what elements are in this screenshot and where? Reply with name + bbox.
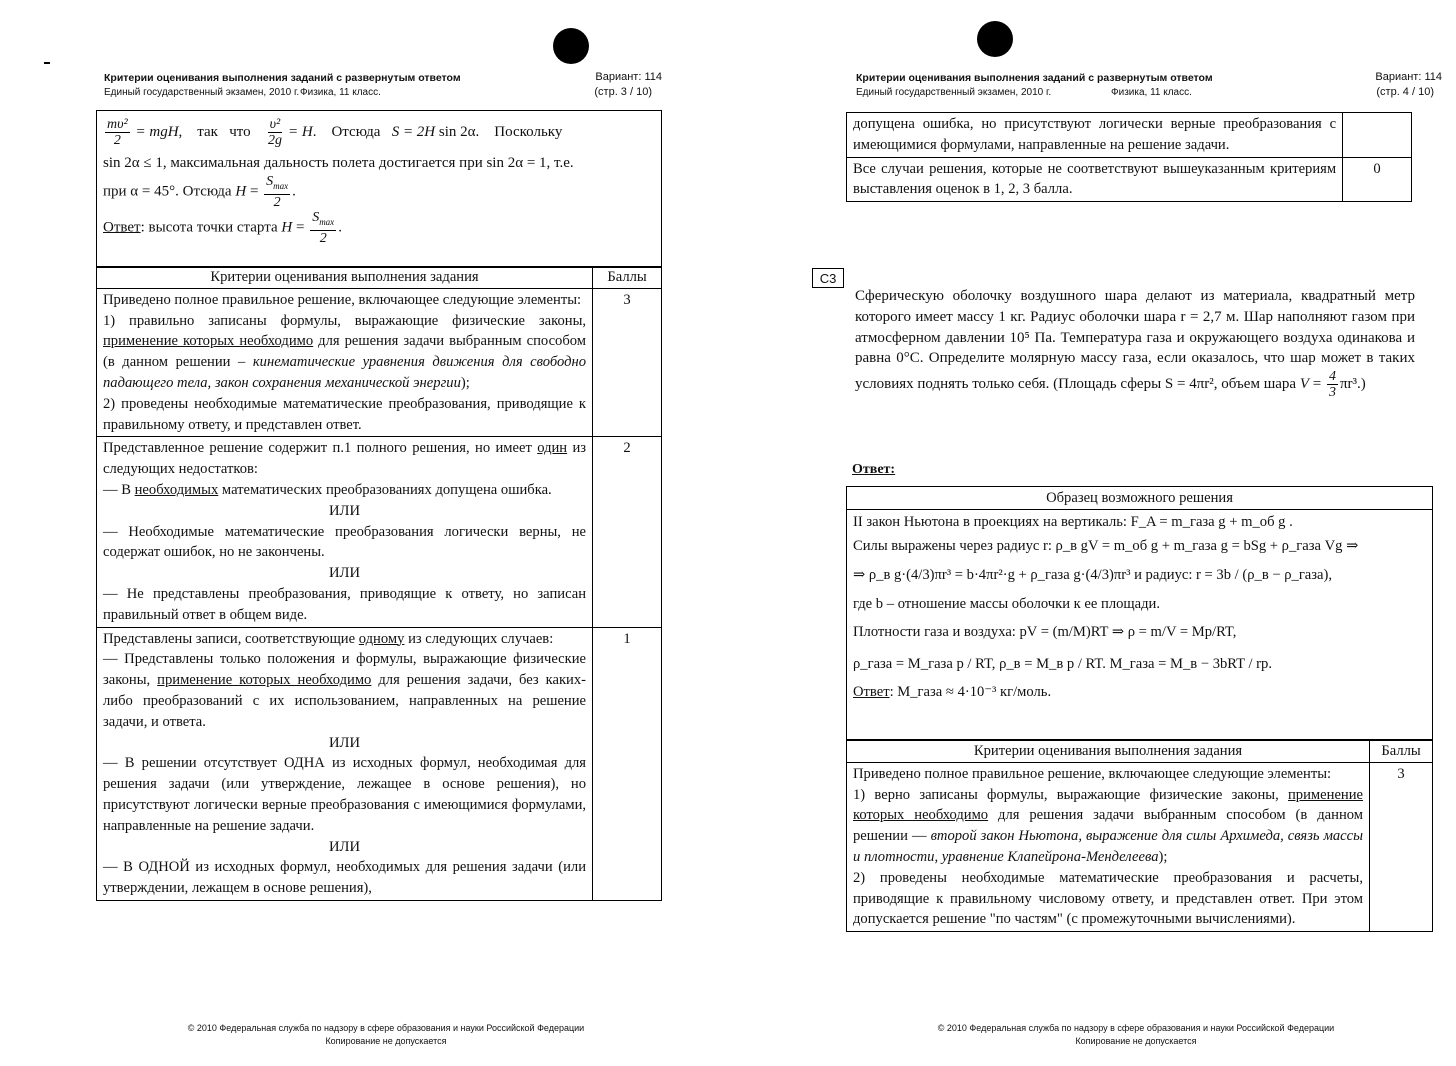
footer (856, 1022, 1416, 1048)
table-row (847, 113, 1412, 158)
footer-notice: Копирование не допускается (1075, 1036, 1197, 1046)
header-title: Критерии оценивания выполнения заданий с развернутым ответом (856, 72, 1213, 84)
criteria-cell: Представлены записи, соответствующие одному из следующих случаев: — Представлены только положения и формулы, выражающие физические законы, применение которых необходимо для решения задачи, без каких-либо преобразований с их использованием, направленных на решение задачи, и ответа. ИЛИ — В решении отсутствует ОДНА из исходных формул, необходимая для решения задачи (или утверждение, лежащее в основе решения), но присутствуют логически верные преобразования с имеющимися формулами, направленные на решение задачи. ИЛИ — В ОДНОЙ из исходных формул, необходимых для решения задачи (или утверждении, лежащем в основе решения), (97, 627, 593, 900)
sample-line: II закон Ньютона в проекциях на вертикаль: F_A = m_газа g + m_об g . (853, 514, 1293, 530)
footer-notice: Копирование не допускается (325, 1036, 447, 1046)
sample-line: Силы выражены через радиус r: ρ_в gV = m_об g + m_газа g = bSg + ρ_газа Vg ⇒ (853, 538, 1359, 554)
column-header-score: Баллы (593, 267, 662, 289)
sample-line: ⇒ ρ_в g·(4/3)πr³ = b·4πr²·g + ρ_газа g·(4/3)πr³ и радиус: r = 3b / (ρ_в − ρ_газа), (853, 567, 1333, 583)
solution-line-3: при α = 45°. Отсюда H = $\frac{S_{max}}{2}$ . (103, 174, 296, 210)
criteria-cell: допущена ошибка, но присутствуют логически верные преобразования с имеющимися формулами, направленные на решение задачи. (847, 113, 1343, 158)
header-variant: Вариант: 114 (595, 71, 662, 83)
solution-box (96, 110, 662, 268)
table-header-row (97, 267, 662, 289)
footer-copyright: © 2010 Федеральная служба по надзору в сфере образования и науки Российской Федерации (937, 1023, 1335, 1033)
solution-line-2: sin 2α ≤ 1, максимальная дальность полета достигается при sin 2α = 1, т.е. (103, 155, 574, 172)
table-row (847, 762, 1433, 931)
solution-line-1: $\frac{\text{mυ²}}{2}$ = mgH, так что $\frac{\text{υ²}}{2g}$ = H. Отсюда S = 2H sin 2α. Поскольку (107, 117, 563, 149)
criteria-cell: Приведено полное правильное решение, включающее следующие элементы: 1) верно записаны формулы, выражающие физические законы, применение которых необходимо для решения задачи выбранным способом (в данном решении — второй закон Ньютона, выражение для силы Архимеда, связь массы и плотности, уравнение Клапейрона-Менделеева); 2) проведены необходимые математические преобразования и расчеты, приводящие к правильному числовому ответу, и представлен ответ. При этом допускается решение "по частям" (с промежуточными вычислениями). (847, 762, 1370, 931)
column-header-criteria: Критерии оценивания выполнения задания (847, 741, 1370, 763)
scan-mark (44, 62, 50, 64)
sample-line: ρ_газа = M_газа p / RT, ρ_в = M_в p / RT. M_газа = M_в − 3bRT / rp. (853, 656, 1272, 672)
table-header-row (847, 741, 1433, 763)
footer (100, 1022, 672, 1048)
column-header-score: Баллы (1370, 741, 1433, 763)
sample-solution-box (846, 486, 1433, 740)
sample-line: Плотности газа и воздуха: pV = (m/M)RT ⇒ ρ = m/V = Mp/RT, (853, 624, 1237, 640)
task-text: Сферическую оболочку воздушного шара делают из материала, квадратный метр которого имеет массу 1 кг. Радиус оболочки шара r = 2,7 м. Шар наполняют газом при атмосферном давлении 10⁵ Па. Температура газа и окружающего воздуха одинакова и равна 0°С. Определите молярную массу газа, если оказалось, что шар может в таких условиях поднять только себя. (Площадь сферы S = 4πr², объем шара V = $\frac{4}{3}$ πr³.) (855, 288, 1415, 401)
sample-line: где b – отношение массы оболочки к ее площади. (853, 596, 1161, 612)
criteria-cell: Все случаи решения, которые не соответствуют вышеуказанным критериям выставления оценок в 1, 2, 3 балла. (847, 157, 1343, 202)
sample-title: Образец возможного решения (847, 487, 1432, 510)
sample-answer: Ответ: M_газа ≈ 4·10⁻³ кг/моль. (853, 684, 1052, 700)
header-subtitle: Единый государственный экзамен, 2010 г. (856, 87, 1052, 98)
header-subject: Физика, 11 класс. (300, 87, 381, 98)
score-cell: 1 (593, 627, 662, 900)
table-row (97, 627, 662, 900)
header-title: Критерии оценивания выполнения заданий с развернутым ответом (104, 72, 461, 84)
table-row (97, 437, 662, 627)
score-cell: 3 (1370, 762, 1433, 931)
criteria-table (96, 266, 662, 901)
table-row (97, 288, 662, 437)
task-label: C3 (812, 268, 844, 288)
score-cell: 2 (593, 437, 662, 627)
score-cell: 0 (1343, 157, 1412, 202)
header-subject: Физика, 11 класс. (1111, 87, 1192, 98)
header-variant: Вариант: 114 (1375, 71, 1442, 83)
column-header-criteria: Критерии оценивания выполнения задания (97, 267, 593, 289)
header-page: (стр. 3 / 10) (594, 86, 652, 98)
header-page: (стр. 4 / 10) (1376, 86, 1434, 98)
answer-label: Ответ: (852, 462, 896, 477)
score-cell (1343, 113, 1412, 158)
criteria-cell: Приведено полное правильное решение, включающее следующие элементы: 1) правильно записаны формулы, выражающие физические законы, применение которых необходимо для решения задачи выбранным способом (в данном решении – кинематические уравнения движения для свободно падающего тела, закон сохранения механической энергии); 2) проведены необходимые математические преобразования, приводящие к правильному ответу, и представлен ответ. (97, 288, 593, 437)
score-cell: 3 (593, 288, 662, 437)
continuation-table (846, 112, 1412, 202)
criteria-cell: Представленное решение содержит п.1 полного решения, но имеет один из следующих недостатков: — В необходимых математических преобразованиях допущена ошибка. ИЛИ — Необходимые математические преобразования логически верны, не содержат ошибок, но не закончены. ИЛИ — Не представлены преобразования, приводящие к ответу, но записан правильный ответ в общем виде. (97, 437, 593, 627)
header-subtitle: Единый государственный экзамен, 2010 г. (104, 87, 300, 98)
solution-answer: Ответ: высота точки старта H = $\frac{S_{max}}{2}$ . (103, 209, 342, 246)
table-row (847, 157, 1412, 202)
punch-hole-icon (553, 28, 589, 64)
punch-hole-icon (977, 21, 1013, 57)
footer-copyright: © 2010 Федеральная служба по надзору в сфере образования и науки Российской Федерации (187, 1023, 585, 1033)
criteria-table (846, 740, 1433, 932)
